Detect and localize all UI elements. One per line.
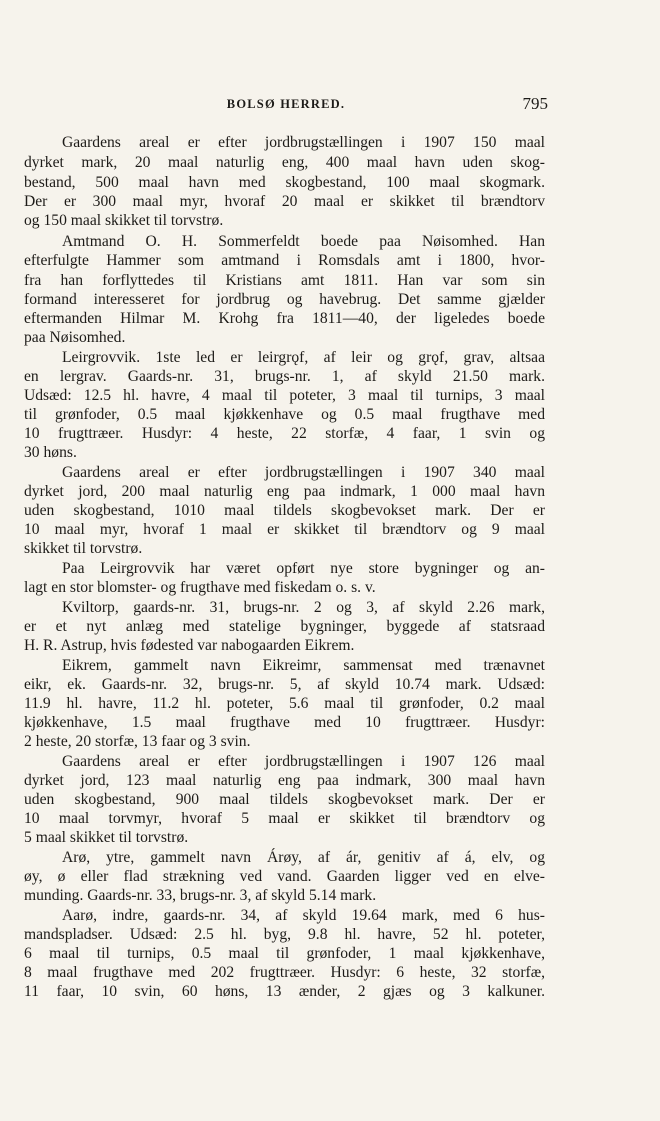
text-line: H. R. Astrup, hvis fødested var nabogaarden Eikrem. xyxy=(24,637,355,654)
text-line: bestand, 500 maal havn med skogbestand, 100 maal skogmark. xyxy=(24,174,545,191)
text-line: Der er 300 maal myr, hvoraf 20 maal er skikket til brændtorv xyxy=(24,193,545,210)
text-line: eftermanden Hilmar M. Krohg fra 1811—40, der ligeledes boede xyxy=(24,310,545,327)
text-line: munding. Gaards-nr. 33, brugs-nr. 3, af skyld 5.14 mark. xyxy=(24,887,377,904)
text-line: til grønfoder, 0.5 maal kjøkkenhave og 0.5 maal frugthave med xyxy=(24,406,545,423)
text-line: uden skogbestand, 900 maal tildels skogbevokset mark. Der er xyxy=(24,791,545,808)
text-line: dyrket jord, 200 maal naturlig eng paa indmark, 1 000 maal havn xyxy=(24,483,545,500)
text-line: Kviltorp, gaards-nr. 31, brugs-nr. 2 og 3, af skyld 2.26 mark, xyxy=(62,599,545,616)
text-line: dyrket mark, 20 maal naturlig eng, 400 maal havn uden skog- xyxy=(24,154,545,171)
text-line: Amtmand O. H. Sommerfeldt boede paa Nøisomhed. Han xyxy=(62,233,545,250)
text-line: uden skogbestand, 1010 maal tildels skogbevokset mark. Der er xyxy=(24,502,545,519)
text-line: formand interesseret for jordbrug og havebrug. Det samme gjælder xyxy=(24,291,545,308)
text-line: mandspladser. Udsæd: 2.5 hl. byg, 9.8 hl. havre, 52 hl. poteter, xyxy=(24,926,545,943)
text-line: Udsæd: 12.5 hl. havre, 4 maal til poteter, 3 maal til turnips, 3 maal xyxy=(24,387,545,404)
text-line: eikr, ek. Gaards-nr. 32, brugs-nr. 5, af skyld 10.74 mark. Udsæd: xyxy=(24,676,545,693)
text-line: 10 maal torvmyr, hvoraf 5 maal er skikket til brændtorv og xyxy=(24,810,545,827)
text-line: Gaardens areal er efter jordbrugstællingen i 1907 150 maal xyxy=(62,134,545,151)
text-line: efterfulgte Hammer som amtmand i Romsdals amt i 1800, hvor- xyxy=(24,252,545,269)
text-line: dyrket jord, 123 maal naturlig eng paa indmark, 300 maal havn xyxy=(24,772,545,789)
text-line: Paa Leirgrovvik har været opført nye store bygninger og an- xyxy=(62,560,545,577)
text-line: Gaardens areal er efter jordbrugstællingen i 1907 340 maal xyxy=(62,464,545,481)
page-header xyxy=(24,94,548,119)
text-line: 11.9 hl. havre, 11.2 hl. poteter, 5.6 maal til grønfoder, 0.2 maal xyxy=(24,695,545,712)
text-line: Arø, ytre, gammelt navn Árøy, af ár, genitiv af á, elv, og xyxy=(62,849,545,866)
page-number: 795 xyxy=(522,94,548,113)
text-line: og 150 maal skikket til torvstrø. xyxy=(24,212,224,229)
text-line: fra han forflyttedes til Kristians amt 1811. Han var som sin xyxy=(24,272,545,289)
text-line: øy, ø eller flad strækning ved vand. Gaarden ligger ved en elve- xyxy=(24,868,545,885)
text-line: 6 maal til turnips, 0.5 maal til grønfoder, 1 maal kjøkkenhave, xyxy=(24,945,545,962)
text-line: 11 faar, 10 svin, 60 høns, 13 ænder, 2 gjæs og 3 kalkuner. xyxy=(24,983,545,1000)
text-line: 5 maal skikket til torvstrø. xyxy=(24,829,189,846)
text-line: Aarø, indre, gaards-nr. 34, af skyld 19.64 mark, med 6 hus- xyxy=(62,907,545,924)
text-line: 30 høns. xyxy=(24,444,77,461)
text-line: 10 frugttræer. Husdyr: 4 heste, 22 storfæ, 4 faar, 1 svin og xyxy=(24,425,545,442)
text-line: paa Nøisomhed. xyxy=(24,329,126,346)
running-title: BOLSØ HERRED. xyxy=(226,97,346,111)
text-line: Eikrem, gammelt navn Eikreimr, sammensat med trænavnet xyxy=(62,657,545,674)
text-line: er et nyt anlæg med statelige bygninger, byggede af statsraad xyxy=(24,618,545,635)
text-line: 2 heste, 20 storfæ, 13 faar og 3 svin. xyxy=(24,733,251,750)
text-line: skikket til torvstrø. xyxy=(24,540,143,557)
text-line: lagt en stor blomster- og frugthave med fiskedam o. s. v. xyxy=(24,579,376,596)
text-line: 8 maal frugthave med 202 frugttræer. Husdyr: 6 heste, 32 storfæ, xyxy=(24,964,545,981)
text-line: en lergrav. Gaards-nr. 31, brugs-nr. 1, af skyld 21.50 mark. xyxy=(24,368,545,385)
text-line: Gaardens areal er efter jordbrugstællingen i 1907 126 maal xyxy=(62,753,545,770)
text-line: kjøkkenhave, 1.5 maal frugthave med 10 frugttræer. Husdyr: xyxy=(24,714,545,731)
text-line: 10 maal myr, hvoraf 1 maal er skikket til brændtorv og 9 maal xyxy=(24,521,545,538)
text-line: Leirgrovvik. 1ste led er leirgrǫf, af leir og grǫf, grav, altsaa xyxy=(62,349,545,366)
